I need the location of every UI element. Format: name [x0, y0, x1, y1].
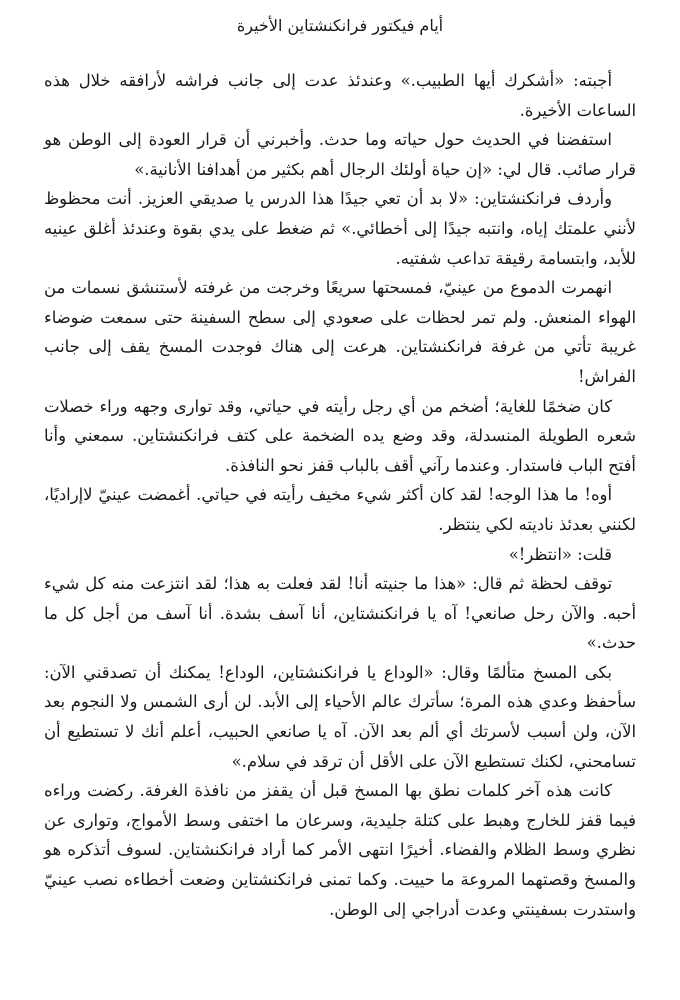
- paragraph: قلت: «انتظر!»: [508, 544, 612, 564]
- paragraph: توقف لحظة ثم قال: «هذا ما جنيته أنا! لقد فعلت به هذا؛ لقد انتزعت منه كل شيء أحبه. والآن رحل صانعي! آه يا فرانكنشتاين، أنا آسف بشدة. أنا آسف من أجل كل ما حدث.»: [44, 574, 636, 653]
- paragraph: كان ضخمًا للغاية؛ أضخم من أي رجل رأيته في حياتي، وقد توارى وجهه وراء خصلات شعره الطويلة المنسدلة، وقد وضع يده الضخمة على كتف فرانكنشتاين. سمعني وأنا أفتح الباب فاستدار. وعندما رآني أقف بالباب قفز نحو النافذة.: [44, 396, 636, 475]
- paragraph: أوه! ما هذا الوجه! لقد كان أكثر شيء مخيف رأيته في حياتي. أغمضت عينيّ لاإراديًا، لكنني بعدئذ ناديته لكي ينتظر.: [44, 485, 636, 534]
- body-text: [44, 66, 636, 924]
- paragraph: أجبته: «أشكرك أيها الطبيب.» وعندئذ عدت إلى جانب فراشه لأرافقه خلال هذه الساعات الأخيرة.: [44, 71, 636, 120]
- paragraph: كانت هذه آخر كلمات نطق بها المسخ قبل أن يقفز من نافذة الغرفة. ركضت وراءه فيما قفز للخارج وهبط على كتلة جليدية، وسرعان ما اختفى وسط الأمواج، وتوارى عن نظري وسط الظلام والفضاء. أخيرًا انتهى الأمر كما أراد فرانكنشتاين. لسوف أتذكره هو والمسخ وقصتهما المروعة ما حييت. وكما تمنى فرانكنشتاين وضعت أخطاءه نصب عينيّ واستدرت بسفينتي وعدت أدراجي إلى الوطن.: [44, 781, 636, 919]
- paragraph: وأردف فرانكنشتاين: «لا بد أن تعي جيدًا هذا الدرس يا صديقي العزيز. أنت محظوظ لأنني علمتك إياه، وانتبه جيدًا إلى أخطائي.» ثم ضغط على يدي بقوة وعندئذ أغلق عينيه للأبد، وابتسامة رقيقة تداعب شفتيه.: [44, 189, 636, 268]
- paragraph: بكى المسخ متألمًا وقال: «الوداع يا فرانكنشتاين، الوداع! يمكنك أن تصدقني الآن: سأحفظ وعدي هذه المرة؛ سأترك عالم الأحياء إلى الأبد. لن أرى الشمس ولا النجوم بعد الآن، ولن أسبب لأسرتك أي ألم بعد الآن. آه يا صانعي الحبيب، أعلم أنك لا تستطيع أن تسامحني، لكنك تستطيع الآن على الأقل أن ترقد في سلام.»: [44, 662, 636, 771]
- running-header-title: أيام فيكتور فرانكنشتاين الأخيرة: [236, 16, 444, 35]
- paragraph: استفضنا في الحديث حول حياته وما حدث. وأخبرني أن قرار العودة إلى الوطن هو قرار صائب. قال لي: «إن حياة أولئك الرجال أهم بكثير من أهدافنا الأنانية.»: [44, 130, 636, 179]
- paragraph: انهمرت الدموع من عينيّ، فمسحتها سريعًا وخرجت من غرفته لأستنشق نسمات من الهواء المنعش. ولم تمر لحظات على صعودي إلى سطح السفينة حتى سمعت ضوضاء غريبة تأتي من غرفة فرانكنشتاين. هرعت إلى هناك فوجدت المسخ يقف إلى جانب الفراش!: [44, 278, 636, 386]
